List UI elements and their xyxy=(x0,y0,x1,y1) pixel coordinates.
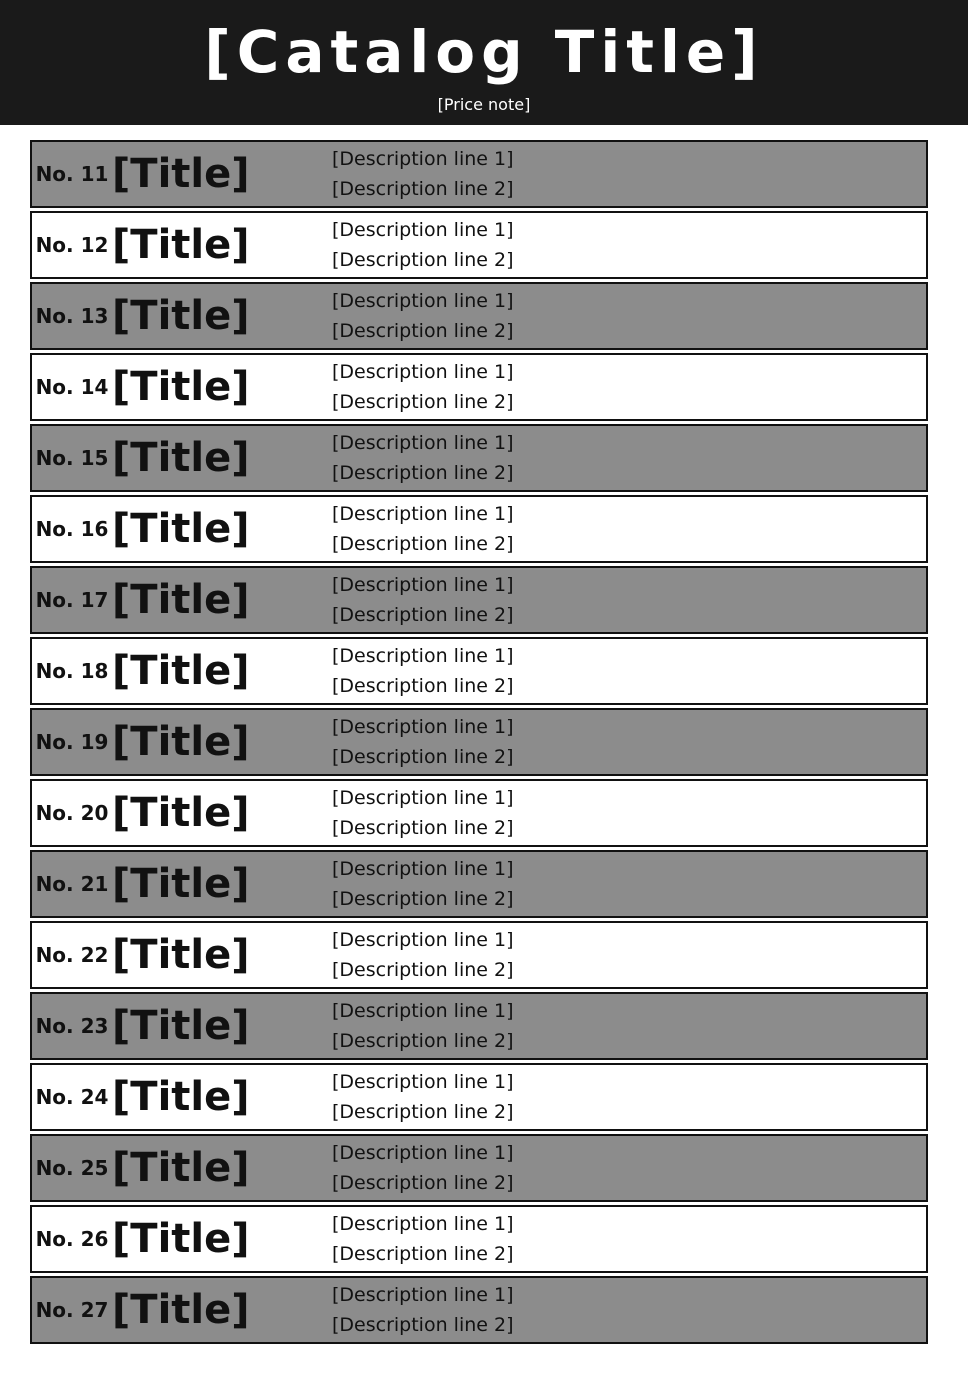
description-line: [Description line 1] xyxy=(332,574,514,596)
description-line: [Description line 2] xyxy=(332,462,514,484)
issue-description xyxy=(332,499,926,559)
issue-description xyxy=(332,783,926,843)
issue-title: [Title] xyxy=(112,1145,250,1191)
description-line: [Description line 2] xyxy=(332,1243,514,1265)
issue-number: No. 26 xyxy=(35,1227,109,1251)
description-line: [Description line 1] xyxy=(332,1284,514,1306)
table-row xyxy=(30,1276,928,1344)
description-line: [Description line 2] xyxy=(332,1314,514,1336)
table-row xyxy=(30,495,928,563)
issue-title: [Title] xyxy=(112,790,250,836)
issue-title: [Title] xyxy=(112,151,250,197)
issue-description xyxy=(332,215,926,275)
table-row xyxy=(30,708,928,776)
issue-description xyxy=(332,286,926,346)
description-line: [Description line 1] xyxy=(332,645,514,667)
description-line: [Description line 2] xyxy=(332,533,514,555)
issue-title: [Title] xyxy=(112,506,250,552)
issue-number: No. 23 xyxy=(35,1014,109,1038)
description-line: [Description line 1] xyxy=(332,290,514,312)
issue-title: [Title] xyxy=(112,861,250,907)
issue-title: [Title] xyxy=(112,1216,250,1262)
issue-description xyxy=(332,570,926,630)
table-row xyxy=(30,921,928,989)
issue-number: No. 22 xyxy=(35,943,109,967)
issue-title: [Title] xyxy=(112,293,250,339)
issue-number: No. 13 xyxy=(35,304,109,328)
issue-number: No. 11 xyxy=(35,162,109,186)
issue-description xyxy=(332,854,926,914)
description-line: [Description line 1] xyxy=(332,503,514,525)
issue-description xyxy=(332,144,926,204)
description-line: [Description line 1] xyxy=(332,1071,514,1093)
issue-number: No. 15 xyxy=(35,446,109,470)
description-line: [Description line 2] xyxy=(332,391,514,413)
issue-title: [Title] xyxy=(112,1074,250,1120)
issue-number: No. 24 xyxy=(35,1085,109,1109)
description-line: [Description line 1] xyxy=(332,1213,514,1235)
issue-description xyxy=(332,641,926,701)
issue-description xyxy=(332,428,926,488)
description-line: [Description line 2] xyxy=(332,959,514,981)
description-line: [Description line 2] xyxy=(332,249,514,271)
description-line: [Description line 2] xyxy=(332,178,514,200)
issue-number: No. 17 xyxy=(35,588,109,612)
description-line: [Description line 1] xyxy=(332,432,514,454)
issue-number: No. 14 xyxy=(35,375,109,399)
issue-title: [Title] xyxy=(112,932,250,978)
description-line: [Description line 1] xyxy=(332,361,514,383)
issue-number: No. 27 xyxy=(35,1298,109,1322)
description-line: [Description line 1] xyxy=(332,1142,514,1164)
table-row xyxy=(30,424,928,492)
table-row xyxy=(30,282,928,350)
description-line: [Description line 1] xyxy=(332,929,514,951)
description-line: [Description line 2] xyxy=(332,604,514,626)
issue-number: No. 19 xyxy=(35,730,109,754)
table-row xyxy=(30,140,928,208)
description-line: [Description line 1] xyxy=(332,858,514,880)
issue-number: No. 25 xyxy=(35,1156,109,1180)
issue-description xyxy=(332,1209,926,1269)
table-row xyxy=(30,1205,928,1273)
issue-number: No. 12 xyxy=(35,233,109,257)
issue-number: No. 16 xyxy=(35,517,109,541)
issue-description xyxy=(332,357,926,417)
description-line: [Description line 2] xyxy=(332,817,514,839)
issue-title: [Title] xyxy=(112,435,250,481)
description-line: [Description line 1] xyxy=(332,219,514,241)
header-band xyxy=(0,0,968,125)
page-title: [Catalog Title] xyxy=(204,18,764,86)
page-subtitle: [Price note] xyxy=(437,95,531,114)
table-row xyxy=(30,992,928,1060)
issue-title: [Title] xyxy=(112,364,250,410)
table-row xyxy=(30,779,928,847)
issue-description xyxy=(332,1138,926,1198)
description-line: [Description line 1] xyxy=(332,1000,514,1022)
issue-description xyxy=(332,1280,926,1340)
issue-number: No. 18 xyxy=(35,659,109,683)
table-row xyxy=(30,353,928,421)
description-line: [Description line 1] xyxy=(332,148,514,170)
description-line: [Description line 1] xyxy=(332,787,514,809)
description-line: [Description line 2] xyxy=(332,1101,514,1123)
issue-title: [Title] xyxy=(112,648,250,694)
table-row xyxy=(30,211,928,279)
table-row xyxy=(30,1063,928,1131)
description-line: [Description line 2] xyxy=(332,888,514,910)
issue-title: [Title] xyxy=(112,222,250,268)
table-row xyxy=(30,566,928,634)
listing-table xyxy=(30,140,928,1347)
issue-title: [Title] xyxy=(112,1287,250,1333)
description-line: [Description line 2] xyxy=(332,675,514,697)
issue-number: No. 20 xyxy=(35,801,109,825)
table-row xyxy=(30,850,928,918)
issue-description xyxy=(332,712,926,772)
issue-title: [Title] xyxy=(112,577,250,623)
description-line: [Description line 2] xyxy=(332,1172,514,1194)
issue-description xyxy=(332,996,926,1056)
description-line: [Description line 2] xyxy=(332,320,514,342)
issue-description xyxy=(332,1067,926,1127)
table-row xyxy=(30,637,928,705)
issue-number: No. 21 xyxy=(35,872,109,896)
description-line: [Description line 1] xyxy=(332,716,514,738)
issue-title: [Title] xyxy=(112,719,250,765)
table-row xyxy=(30,1134,928,1202)
description-line: [Description line 2] xyxy=(332,1030,514,1052)
issue-description xyxy=(332,925,926,985)
description-line: [Description line 2] xyxy=(332,746,514,768)
issue-title: [Title] xyxy=(112,1003,250,1049)
